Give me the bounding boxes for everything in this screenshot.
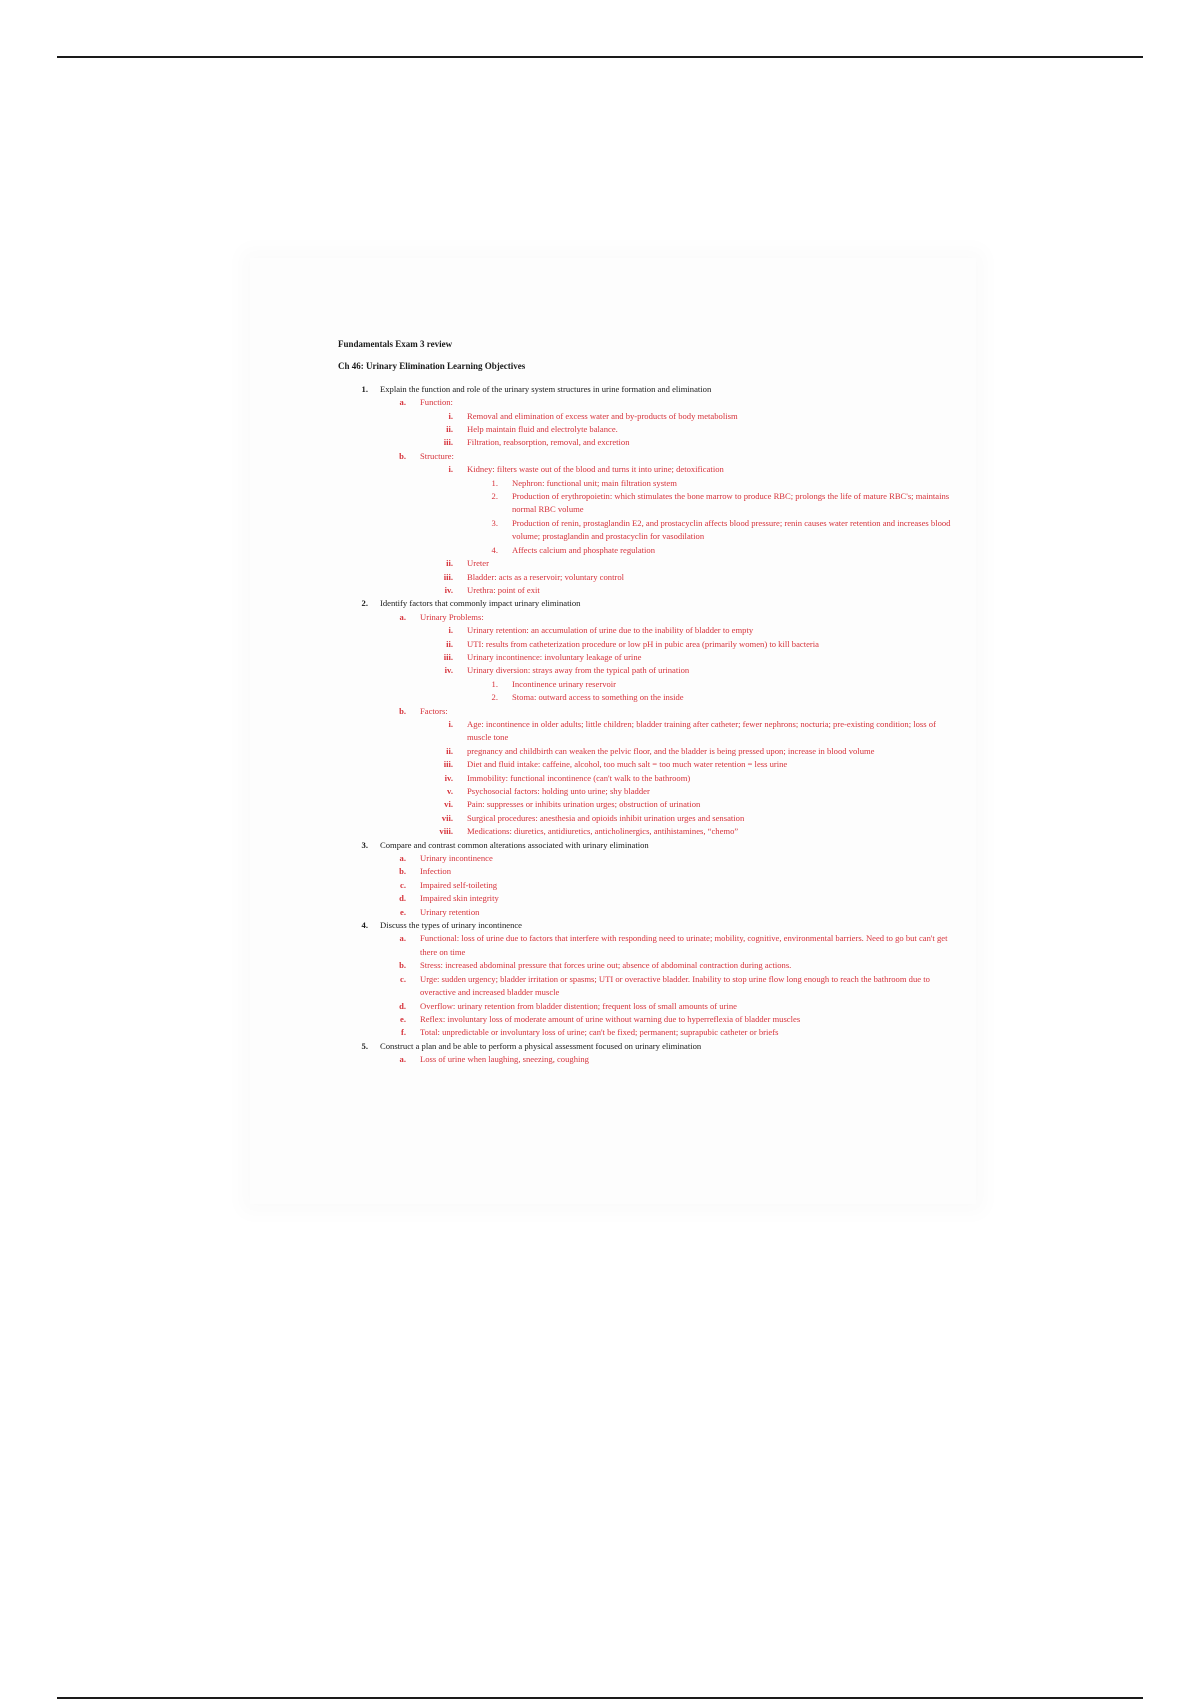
- list-item-text: Impaired self-toileting: [420, 879, 498, 890]
- list-item: [338, 624, 958, 637]
- list-item-text: Filtration, reabsorption, removal, and excretion: [467, 437, 630, 448]
- list-item-text: Structure:: [420, 450, 454, 461]
- list-item: [338, 812, 958, 825]
- list-item-text: Urinary incontinence: involuntary leakage of urine: [467, 651, 642, 662]
- list-marker: ii.: [446, 638, 453, 649]
- list-item: [338, 423, 958, 436]
- list-item: [338, 745, 958, 758]
- list-item: [338, 638, 958, 651]
- list-marker: b.: [399, 866, 406, 877]
- list-item: [338, 772, 958, 785]
- list-item: [338, 517, 958, 544]
- list-item-text: Urinary Problems:: [420, 611, 484, 622]
- list-item-text: Help maintain fluid and electrolyte balance.: [467, 424, 618, 435]
- list-marker: 1.: [491, 678, 498, 689]
- list-item: [338, 611, 958, 624]
- list-item-text: Construct a plan and be able to perform a physical assessment focused on urinary elimination: [380, 1040, 702, 1051]
- list-item-text: Bladder: acts as a reservoir; voluntary control: [467, 571, 625, 582]
- list-item-text: UTI: results from catheterization procedure or low pH in pubic area (primarily women) to kill bacteria: [467, 638, 819, 649]
- list-item: [338, 852, 958, 865]
- list-marker: 3.: [491, 517, 498, 528]
- list-item-text: Functional: loss of urine due to factors that interfere with responding need to urinate; mobility, cognitive, environmental barriers. Need to go but can't get there on time: [420, 933, 948, 957]
- list-marker: 1.: [491, 477, 498, 488]
- list-item: [338, 798, 958, 811]
- list-item-text: Compare and contrast common alterations associated with urinary elimination: [380, 839, 649, 850]
- list-item-text: Kidney: filters waste out of the blood and turns it into urine; detoxification: [467, 464, 724, 475]
- list-item-text: Urinary incontinence: [420, 853, 493, 864]
- objective-item: [338, 1040, 958, 1053]
- list-item: [338, 1026, 958, 1039]
- list-item: [338, 892, 958, 905]
- list-marker: b.: [399, 450, 406, 461]
- list-marker: d.: [399, 893, 406, 904]
- list-marker: b.: [399, 960, 406, 971]
- list-marker: b.: [399, 705, 406, 716]
- list-item: [338, 865, 958, 878]
- list-item: [338, 973, 958, 1000]
- list-item: [338, 959, 958, 972]
- list-item-text: Urinary retention: [420, 906, 480, 917]
- list-item-text: Production of erythropoietin: which stimulates the bone marrow to produce RBC; prolongs the life of mature RBC's; maintains normal RBC volume: [512, 491, 950, 515]
- list-item-text: Infection: [420, 866, 452, 877]
- list-item-text: Immobility: functional incontinence (can't walk to the bathroom): [467, 772, 691, 783]
- list-item-text: Medications: diuretics, antidiuretics, anticholinergics, antihistamines, “chemo”: [467, 826, 739, 837]
- list-marker: a.: [399, 397, 406, 408]
- list-item: [338, 477, 958, 490]
- list-item-text: Urinary retention: an accumulation of urine due to the inability of bladder to empty: [467, 625, 754, 636]
- list-marker: 5.: [361, 1040, 368, 1051]
- list-marker: a.: [399, 1054, 406, 1065]
- list-item: [338, 1000, 958, 1013]
- list-marker: c.: [400, 879, 406, 890]
- list-item-text: Discuss the types of urinary incontinence: [380, 920, 522, 931]
- list-item: [338, 718, 958, 745]
- list-marker: i.: [448, 718, 453, 729]
- top-rule: [57, 56, 1143, 58]
- list-marker: e.: [400, 906, 406, 917]
- list-item: [338, 879, 958, 892]
- list-item: [338, 678, 958, 691]
- objective-item: [338, 919, 958, 932]
- scanned-page-image: [250, 258, 976, 1204]
- list-item: [338, 906, 958, 919]
- list-item: [338, 1053, 958, 1066]
- list-marker: f.: [400, 1027, 406, 1038]
- list-marker: vii.: [441, 812, 453, 823]
- list-item: [338, 436, 958, 449]
- list-item-text: Explain the function and role of the urinary system structures in urine formation and elimination: [380, 383, 712, 394]
- list-item: [338, 705, 958, 718]
- list-item-text: Factors:: [420, 705, 448, 716]
- list-item-text: Nephron: functional unit; main filtration system: [512, 477, 677, 488]
- list-marker: a.: [399, 933, 406, 944]
- list-item-text: Function:: [420, 397, 453, 408]
- list-marker: iv.: [444, 665, 453, 676]
- list-item: [338, 584, 958, 597]
- bottom-rule: [57, 1697, 1143, 1699]
- list-marker: i.: [448, 464, 453, 475]
- list-item: [338, 410, 958, 423]
- list-marker: 2.: [361, 598, 368, 609]
- list-item-text: Stress: increased abdominal pressure that forces urine out; absence of abdominal contraction during actions.: [420, 960, 792, 971]
- list-marker: iii.: [443, 437, 453, 448]
- list-item: [338, 758, 958, 771]
- list-item-text: Psychosocial factors: holding unto urine; shy bladder: [467, 786, 650, 796]
- list-marker: d.: [399, 1000, 406, 1011]
- list-item-text: Loss of urine when laughing, sneezing, coughing: [420, 1054, 589, 1065]
- list-item: [338, 691, 958, 704]
- document-title: Fundamentals Exam 3 review: [338, 339, 453, 349]
- document-body: [338, 338, 958, 1067]
- list-marker: vi.: [444, 799, 453, 810]
- list-item: [338, 544, 958, 557]
- list-item: [338, 571, 958, 584]
- list-marker: a.: [399, 611, 406, 622]
- list-item: [338, 825, 958, 838]
- list-marker: e.: [400, 1013, 406, 1024]
- list-item-text: Identify factors that commonly impact urinary elimination: [380, 598, 581, 609]
- list-item-text: Pain: suppresses or inhibits urination urges; obstruction of urination: [467, 799, 701, 810]
- list-marker: v.: [447, 786, 453, 796]
- list-item: [338, 932, 958, 959]
- list-item: [338, 396, 958, 409]
- list-item-text: Urinary diversion: strays away from the typical path of urination: [467, 665, 690, 676]
- list-marker: ii.: [446, 424, 453, 435]
- list-marker: 3.: [361, 839, 368, 850]
- list-item: [338, 450, 958, 463]
- list-item-text: pregnancy and childbirth can weaken the pelvic floor, and the bladder is being pressed upon; increase in blood volume: [467, 745, 875, 756]
- learning-objectives-list: [338, 383, 958, 1067]
- list-marker: 1.: [361, 383, 368, 394]
- list-item-text: Ureter: [467, 558, 489, 569]
- list-item-text: Stoma: outward access to something on the inside: [512, 692, 684, 703]
- list-item-text: Age: incontinence in older adults; little children; bladder training after catheter; fewer nephrons; nocturia; pre-existing condition; loss of muscle tone: [467, 718, 936, 743]
- list-item-text: Affects calcium and phosphate regulation: [512, 544, 656, 555]
- list-marker: i.: [448, 625, 453, 636]
- objective-item: [338, 597, 958, 610]
- list-item-text: Impaired skin integrity: [420, 893, 499, 904]
- list-marker: i.: [448, 410, 453, 421]
- list-marker: iv.: [444, 584, 453, 595]
- list-marker: c.: [400, 973, 406, 984]
- list-item: [338, 1013, 958, 1026]
- list-marker: iii.: [443, 651, 453, 662]
- list-item: [338, 557, 958, 570]
- list-marker: 2.: [491, 491, 498, 502]
- list-marker: iii.: [443, 571, 453, 582]
- list-item-text: Surgical procedures: anesthesia and opioids inhibit urination urges and sensation: [467, 812, 745, 823]
- objective-item: [338, 839, 958, 852]
- list-item: [338, 664, 958, 677]
- list-marker: 2.: [491, 692, 498, 703]
- list-item-text: Production of renin, prostaglandin E2, and prostacyclin affects blood pressure; renin causes water retention and increases blood volume; prostaglandin and prostacyclin for vasodilation: [512, 517, 951, 542]
- list-marker: iii.: [443, 759, 453, 770]
- list-marker: a.: [399, 853, 406, 864]
- list-marker: iv.: [444, 772, 453, 783]
- list-item: [338, 651, 958, 664]
- list-item-text: Reflex: involuntary loss of moderate amount of urine without warning due to hyperreflexia of bladder muscles: [420, 1013, 801, 1024]
- list-item: [338, 490, 958, 517]
- list-marker: viii.: [439, 826, 453, 837]
- list-item-text: Urge: sudden urgency; bladder irritation or spasms; UTI or overactive bladder. Inability to stop urine flow long enough to reach the bathroom due to overactive and increased bladder muscle: [420, 973, 930, 998]
- list-marker: 4.: [491, 544, 498, 555]
- list-marker: ii.: [446, 745, 453, 756]
- list-item-text: Overflow: urinary retention from bladder distention; frequent loss of small amounts of urine: [420, 1000, 737, 1011]
- list-item-text: Diet and fluid intake: caffeine, alcohol, too much salt = too much water retention = less urine: [467, 759, 788, 770]
- list-marker: ii.: [446, 558, 453, 569]
- objective-item: [338, 383, 958, 396]
- list-item-text: Urethra: point of exit: [467, 584, 540, 595]
- list-item-text: Total: unpredictable or involuntary loss of urine; can't be fixed; permanent; suprapubic catheter or briefs: [420, 1027, 779, 1038]
- list-item-text: Incontinence urinary reservoir: [512, 678, 617, 689]
- list-item-text: Removal and elimination of excess water and by-products of body metabolism: [467, 410, 738, 421]
- list-item: [338, 785, 958, 798]
- list-item: [338, 463, 958, 476]
- document-subtitle: Ch 46: Urinary Elimination Learning Objectives: [338, 361, 526, 372]
- list-marker: 4.: [361, 920, 368, 931]
